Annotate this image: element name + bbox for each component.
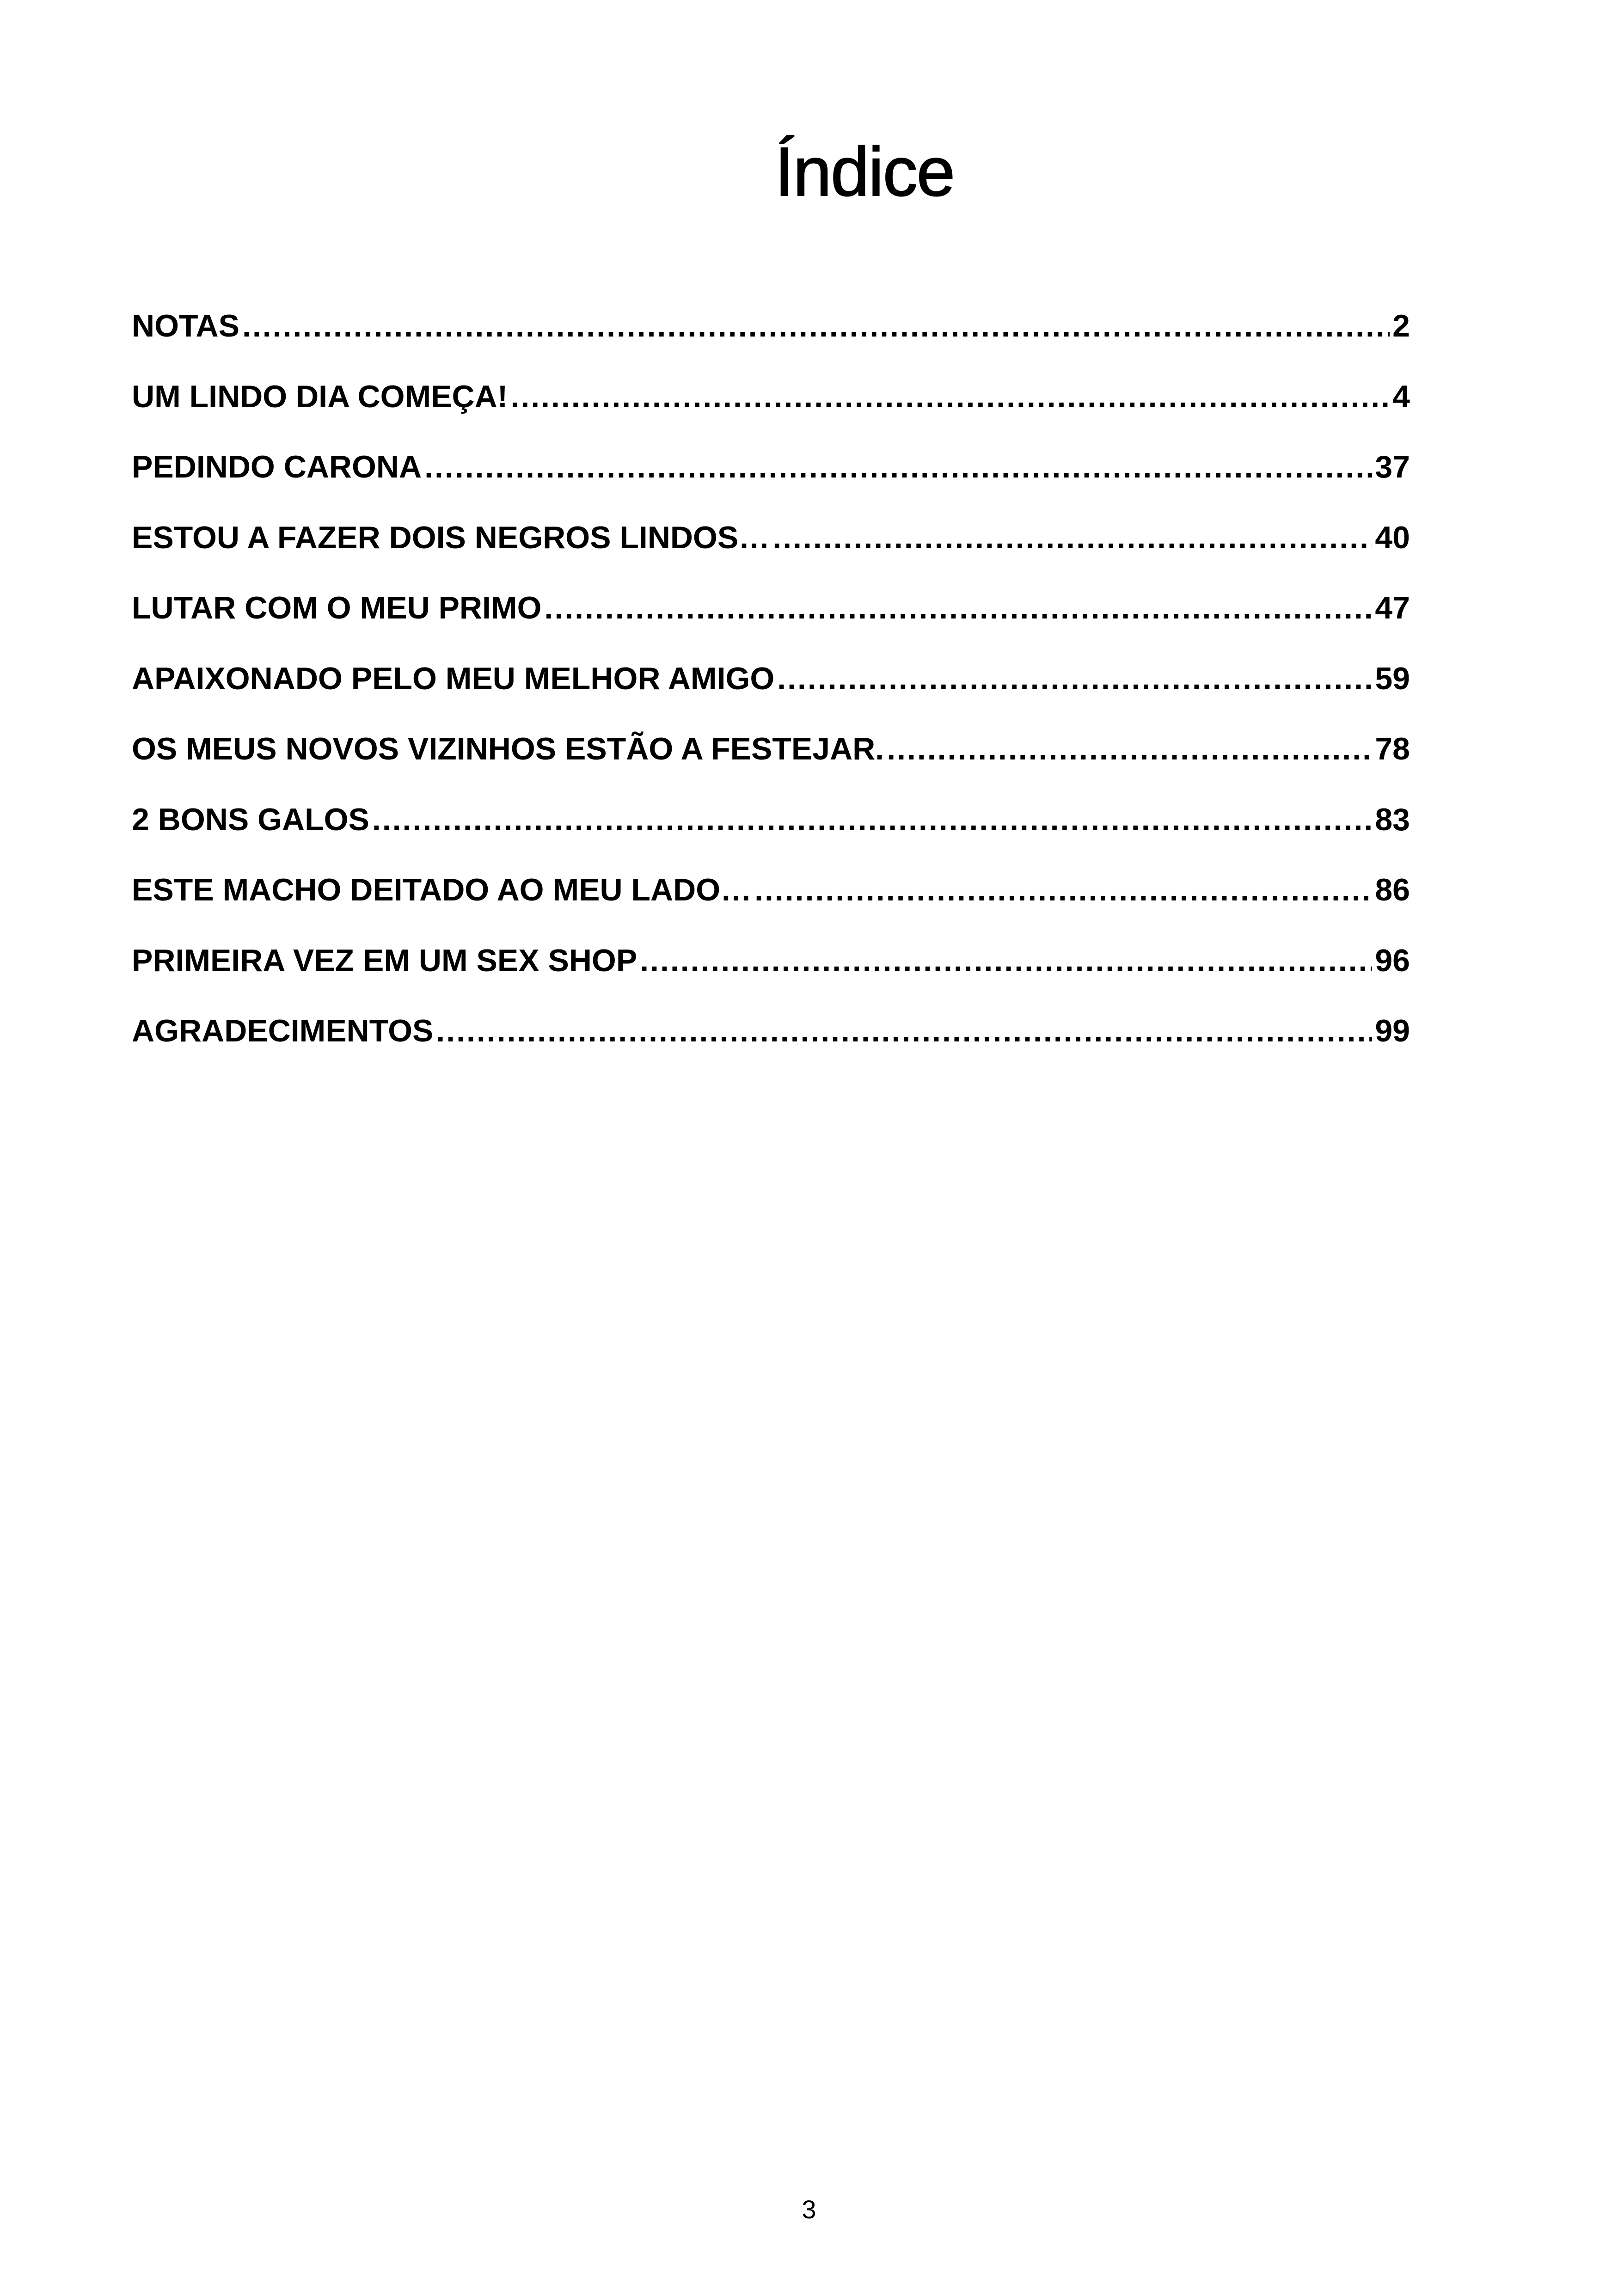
toc-dot-leader xyxy=(510,371,1390,422)
toc-dot-leader xyxy=(777,653,1372,704)
toc-entry-label: 2 BONS GALOS xyxy=(132,802,369,837)
toc-entry-page: 78 xyxy=(1375,731,1410,766)
toc-entry-este-macho[interactable] xyxy=(132,864,1410,935)
toc-dot-leader xyxy=(754,864,1372,915)
toc-dot-leader xyxy=(372,794,1373,845)
toc-entry-sex-shop[interactable] xyxy=(132,935,1410,1006)
toc-entry-label: PRIMEIRA VEZ EM UM SEX SHOP xyxy=(132,943,637,978)
toc-entry-page: 47 xyxy=(1375,590,1410,625)
page-title: Índice xyxy=(774,132,955,210)
toc-dot-leader xyxy=(436,1005,1372,1056)
toc-entry-label: APAIXONADO PELO MEU MELHOR AMIGO xyxy=(132,661,775,696)
toc-entry-page: 2 xyxy=(1392,308,1410,343)
toc-dot-leader xyxy=(242,300,1390,351)
toc-entry-novos-vizinhos[interactable] xyxy=(132,723,1410,794)
toc-entry-um-lindo-dia[interactable] xyxy=(132,371,1410,442)
toc-entry-label: UM LINDO DIA COMEÇA! xyxy=(132,379,508,414)
toc-entry-page: 59 xyxy=(1375,661,1410,696)
toc-entry-page: 37 xyxy=(1375,449,1410,484)
table-of-contents xyxy=(132,300,1410,1076)
toc-entry-label: LUTAR COM O MEU PRIMO xyxy=(132,590,542,625)
toc-dot-leader xyxy=(424,441,1372,492)
toc-entry-agradecimentos[interactable] xyxy=(132,1005,1410,1076)
toc-dot-leader xyxy=(640,935,1372,986)
toc-entry-page: 83 xyxy=(1375,802,1410,837)
toc-entry-bons-galos[interactable] xyxy=(132,794,1410,865)
toc-entry-label: PEDINDO CARONA xyxy=(132,449,422,484)
toc-entry-label: OS MEUS NOVOS VIZINHOS ESTÃO A FESTEJAR. xyxy=(132,731,884,766)
toc-entry-apaixonado[interactable] xyxy=(132,653,1410,724)
toc-entry-page: 86 xyxy=(1375,872,1410,907)
toc-entry-pedindo-carona[interactable] xyxy=(132,441,1410,512)
toc-entry-page: 40 xyxy=(1375,520,1410,555)
toc-dot-leader xyxy=(887,723,1372,774)
toc-entry-lutar-com-primo[interactable] xyxy=(132,582,1410,653)
toc-dot-leader xyxy=(544,582,1372,633)
toc-entry-label: NOTAS xyxy=(132,308,239,343)
toc-entry-notas[interactable] xyxy=(132,300,1410,371)
toc-entry-page: 99 xyxy=(1375,1013,1410,1048)
toc-entry-page: 4 xyxy=(1392,379,1410,414)
toc-entry-label: ESTE MACHO DEITADO AO MEU LADO… xyxy=(132,872,752,907)
page-number: 3 xyxy=(802,2195,816,2224)
toc-entry-estou-a-fazer[interactable] xyxy=(132,512,1410,583)
toc-entry-label: AGRADECIMENTOS xyxy=(132,1013,434,1048)
toc-dot-leader xyxy=(772,512,1372,563)
toc-entry-page: 96 xyxy=(1375,943,1410,978)
toc-entry-label: ESTOU A FAZER DOIS NEGROS LINDOS… xyxy=(132,520,770,555)
